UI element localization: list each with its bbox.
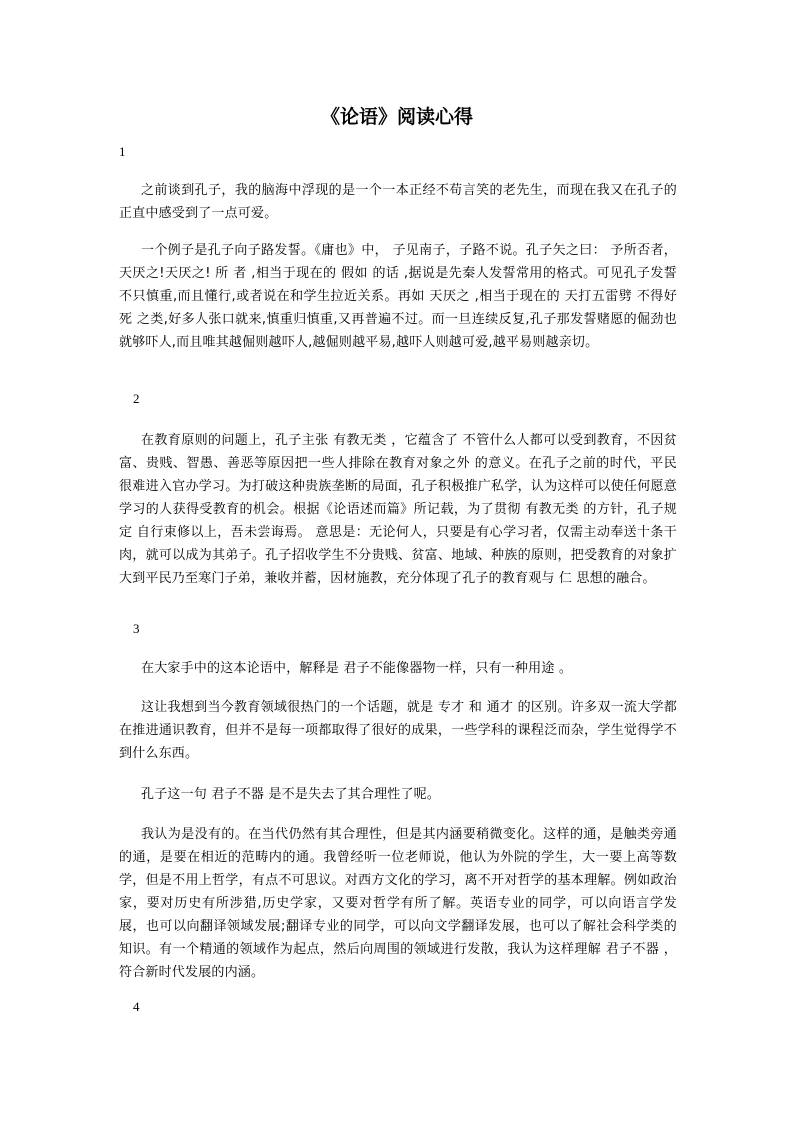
section-number: 2 bbox=[133, 391, 140, 406]
section-number: 1 bbox=[119, 144, 126, 159]
paragraph: 我认为是没有的。在当代仍然有其合理性，但是其内涵要稍微变化。这样的通，是触类旁通的通，是要在相近的范畴内的通。我曾经听一位老师说，他认为外院的学生，大一要上高等数学，但是不用上哲学，有点不可思议。对西方文化的学习，离不开对哲学的基本理解。例如政治家，要对历史有所涉猎,历史学家，又要对哲学有所了解。英语专业的同学，可以向语言学发展，也可以向翻译领域发展;翻译专业的同学，可以向文学翻译发展，也可以了解社会科学类的知识。有一个精通的领域作为起点，然后向周围的领域进行发散，我认为这样理解 君子不器 ，符合新时代发展的内涵。 bbox=[119, 827, 677, 980]
paragraph: 这让我想到当今教育领域很热门的一个话题，就是 专才 和 通才 的区别。许多双一流大学都在推进通识教育，但并不是每一项都取得了很好的成果，一些学科的课程泛而杂，学生觉得学不到什么东西。 bbox=[119, 700, 677, 761]
paragraph: 之前谈到孔子，我的脑海中浮现的是一个一本正经不苟言笑的老先生，而现在我又在孔子的正直中感受到了一点可爱。 bbox=[119, 183, 677, 221]
paragraph: 在教育原则的问题上，孔子主张 有教无类 ，它蕴含了 不管什么人都可以受到教育，不因贫富、贵贱、智愚、善恶等原因把一些人排除在教育对象之外 的意义。在孔子之前的时代，平民很难进入官办学习。为打破这种贵族垄断的局面，孔子积极推广私学，认为这样可以使任何愿意学习的人获得受教育的机会。根据《论语述而篇》所记载，为了贯彻 有教无类 的方针，孔子规定 自行束修以上，吾未尝诲焉。 意思是：无论何人，只要是有心学习者，仅需主动奉送十条干肉，就可以成为其弟子。孔子招收学生不分贵贱、贫富、地域、种族的原则，把受教育的对象扩大到平民乃至寒门子弟，兼收并蓄，因材施教，充分体现了孔子的教育观与 仁 思想的融合。 bbox=[119, 433, 677, 586]
document-title: 《论语》阅读心得 bbox=[320, 106, 473, 128]
section-number: 4 bbox=[133, 999, 140, 1014]
section-number: 3 bbox=[133, 621, 140, 636]
paragraph: 在大家手中的这本论语中，解释是 君子不能像器物一样，只有一种用途 。 bbox=[141, 661, 573, 676]
paragraph: 一个例子是孔子向子路发誓。《庸也》中， 子见南子，子路不说。孔子矢之曰： 予所否者，天厌之!天厌之! 所 者 ,相当于现在的 假如 的话 ,据说是先秦人发誓常用的格式。可见孔子发誓不只慎重,而且懂行,或者说在和学生拉近关系。再如 天厌之 ,相当于现在的 天打五雷劈 不得好死 之类,好多人张口就来,慎重归慎重,又再普遍不过。而一旦连续反复,孔子那发誓赌愿的倔劲也就够吓人,而且唯其越倔则越吓人,越倔则越平易,越吓人则越可爱,越平易则越亲切。 bbox=[119, 243, 677, 350]
paragraph: 孔子这一句 君子不器 是不是失去了其合理性了呢。 bbox=[141, 787, 441, 802]
